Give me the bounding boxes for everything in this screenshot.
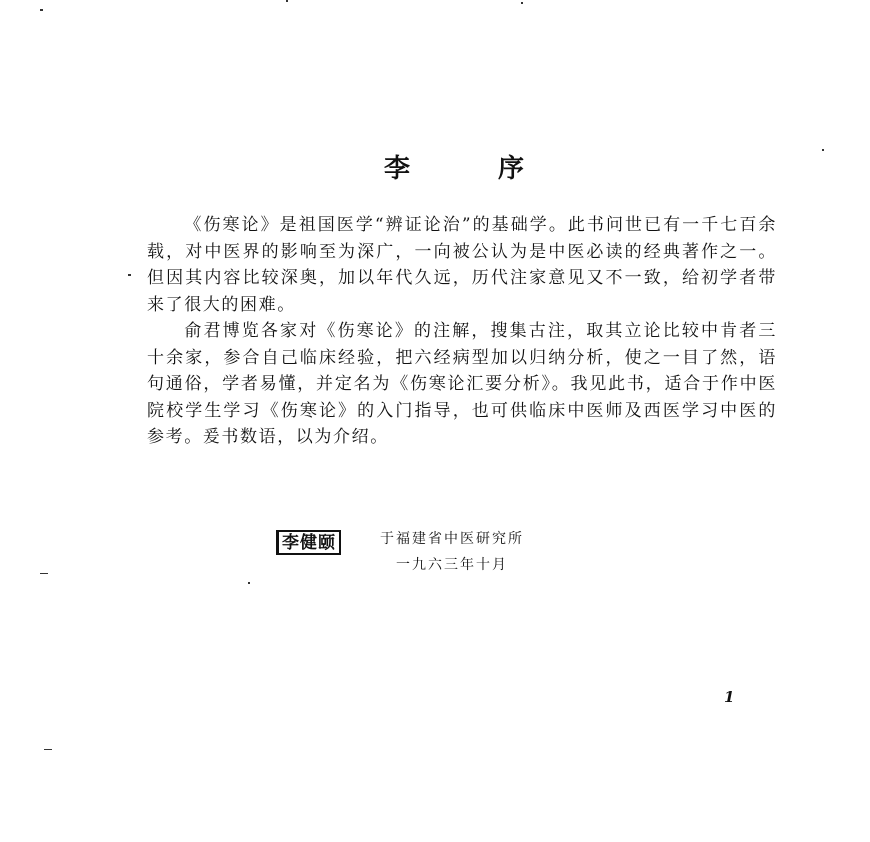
preface-body	[147, 212, 777, 451]
title-char-preface: 序	[497, 154, 524, 184]
paragraph-1: 《伤寒论》是祖国医学“辨证论治”的基础学。此书问世已有一千七百余载，对中医界的影响至为深广，一向被公认为是中医必读的经典著作之一。但因其内容比较深奥，加以年代久远，历代注家意见又不一致，给初学者带来了很大的困难。	[147, 215, 777, 315]
preface-title	[384, 148, 524, 185]
title-char-surname: 李	[384, 154, 411, 184]
scan-speck	[521, 2, 523, 4]
scan-speck	[822, 149, 824, 151]
page-number: 1	[724, 688, 735, 706]
scan-speck	[40, 9, 43, 11]
author-seal: 李健颐	[276, 530, 341, 555]
paragraph-2: 俞君博览各家对《伤寒论》的注解，搜集古注，取其立论比较中肯者三十余家，参合自己临床经验，把六经病型加以归纳分析，使之一目了然，语句通俗，学者易懂，并定名为《伤寒论汇要分析》。我见此书，适合于作中医院校学生学习《伤寒论》的入门指导，也可供临床中医师及西医学习中医的参考。爰书数语，以为介绍。	[147, 321, 777, 447]
signature-block	[276, 526, 596, 586]
scan-speck	[40, 573, 48, 574]
signature-date: 一九六三年十月	[396, 557, 508, 573]
scan-speck	[248, 582, 250, 584]
scan-speck	[44, 749, 52, 750]
scan-speck	[128, 274, 131, 276]
scan-speck	[286, 0, 288, 2]
signature-place: 于福建省中医研究所	[380, 531, 524, 547]
